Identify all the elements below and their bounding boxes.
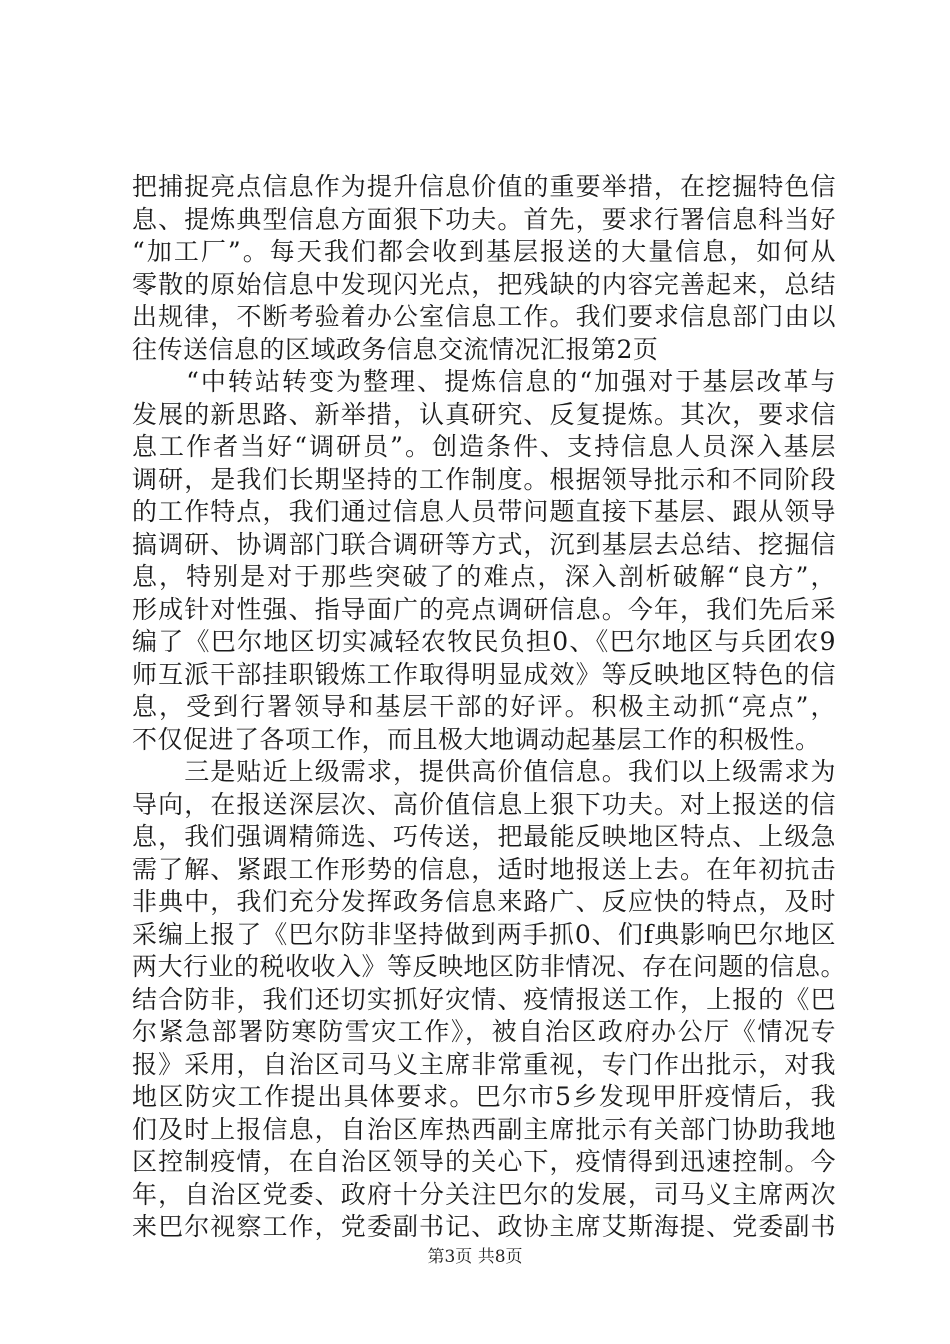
text-line: “加工厂”。每天我们都会收到基层报送的大量信息，如何从: [132, 237, 836, 266]
text-line: 需了解、紧跟工作形势的信息，适时地报送上去。在年初抗击: [132, 854, 836, 884]
text-line: 报》采用，自治区司马义主席非常重视，专门作出批示，对我: [132, 1049, 836, 1079]
text-line: 出规律，不断考验着办公室信息工作。我们要求信息部门由以: [132, 302, 836, 331]
text-line: 年，自治区党委、政府十分关注巴尔的发展，司马义主席两次: [132, 1179, 836, 1209]
text-line: 形成针对性强、指导面广的亮点调研信息。今年，我们先后采: [132, 594, 836, 624]
text-line: 来巴尔视察工作，党委副书记、政协主席艾斯海提、党委副书: [132, 1212, 836, 1241]
text-line: 尔紧急部署防寒防雪灾工作》，被自治区政府办公厅《情况专: [132, 1017, 836, 1046]
text-line: 息工作者当好“调研员”。创造条件、支持信息人员深入基层: [132, 432, 836, 461]
text-line: 把捕捉亮点信息作为提升信息价值的重要举措，在挖掘特色信: [132, 172, 836, 201]
text-line: 非典中，我们充分发挥政务信息来路广、反应快的特点，及时: [132, 887, 836, 916]
text-line: 调研，是我们长期坚持的工作制度。根据领导批示和不同阶段: [132, 464, 836, 494]
text-line: 采编上报了《巴尔防非坚持做到两手抓0、们f典影响巴尔地区: [132, 919, 836, 949]
text-line: 师互派干部挂职锻炼工作取得明显成效》等反映地区特色的信: [132, 659, 836, 689]
text-line: 地区防灾工作提出具体要求。巴尔市5乡发现甲肝疫情后，我: [132, 1082, 836, 1111]
text-line: 三是贴近上级需求，提供高价值信息。我们以上级需求为: [132, 757, 836, 786]
text-line: 搞调研、协调部门联合调研等方式，沉到基层去总结、挖掘信: [132, 529, 836, 559]
text-line: 息、提炼典型信息方面狠下功夫。首先，要求行署信息科当好: [132, 204, 836, 234]
text-line: 导向，在报送深层次、高价值信息上狠下功夫。对上报送的信: [132, 789, 836, 819]
text-line: 息，我们强调精筛选、巧传送，把最能反映地区特点、上级急: [132, 822, 836, 851]
text-line: 的工作特点，我们通过信息人员带问题直接下基层、跟从领导: [132, 497, 836, 526]
text-line: 息，特别是对于那些突破了的难点，深入剖析破解“良方”，: [132, 562, 836, 591]
text-line: 结合防非，我们还切实抓好灾情、疫情报送工作，上报的《巴: [132, 984, 836, 1014]
text-line: 零散的原始信息中发现闪光点，把残缺的内容完善起来，总结: [132, 269, 836, 299]
text-line: 们及时上报信息，自治区库热西副主席批示有关部门协助我地: [132, 1114, 836, 1144]
page-footer: 第3页 共8页: [427, 1247, 523, 1267]
text-line: 往传送信息的区域政务信息交流情况汇报第2页: [132, 334, 659, 364]
text-line: 两大行业的税收收入》等反映地区防非情况、存在问题的信息。: [132, 952, 847, 981]
text-line: 编了《巴尔地区切实减轻农牧民负担0、《巴尔地区与兵团农9: [132, 627, 836, 656]
document-body: [132, 171, 847, 1244]
text-line: “中转站转变为整理、提炼信息的“加强对于基层改革与: [132, 367, 836, 396]
text-line: 发展的新思路、新举措，认真研究、反复提炼。其次，要求信: [132, 399, 836, 429]
text-line: 息，受到行署领导和基层干部的好评。积极主动抓“亮点”，: [132, 692, 836, 721]
text-line: 不仅促进了各项工作，而且极大地调动起基层工作的积极性。: [132, 724, 821, 754]
text-line: 区控制疫情，在自治区领导的关心下，疫情得到迅速控制。今: [132, 1147, 836, 1176]
